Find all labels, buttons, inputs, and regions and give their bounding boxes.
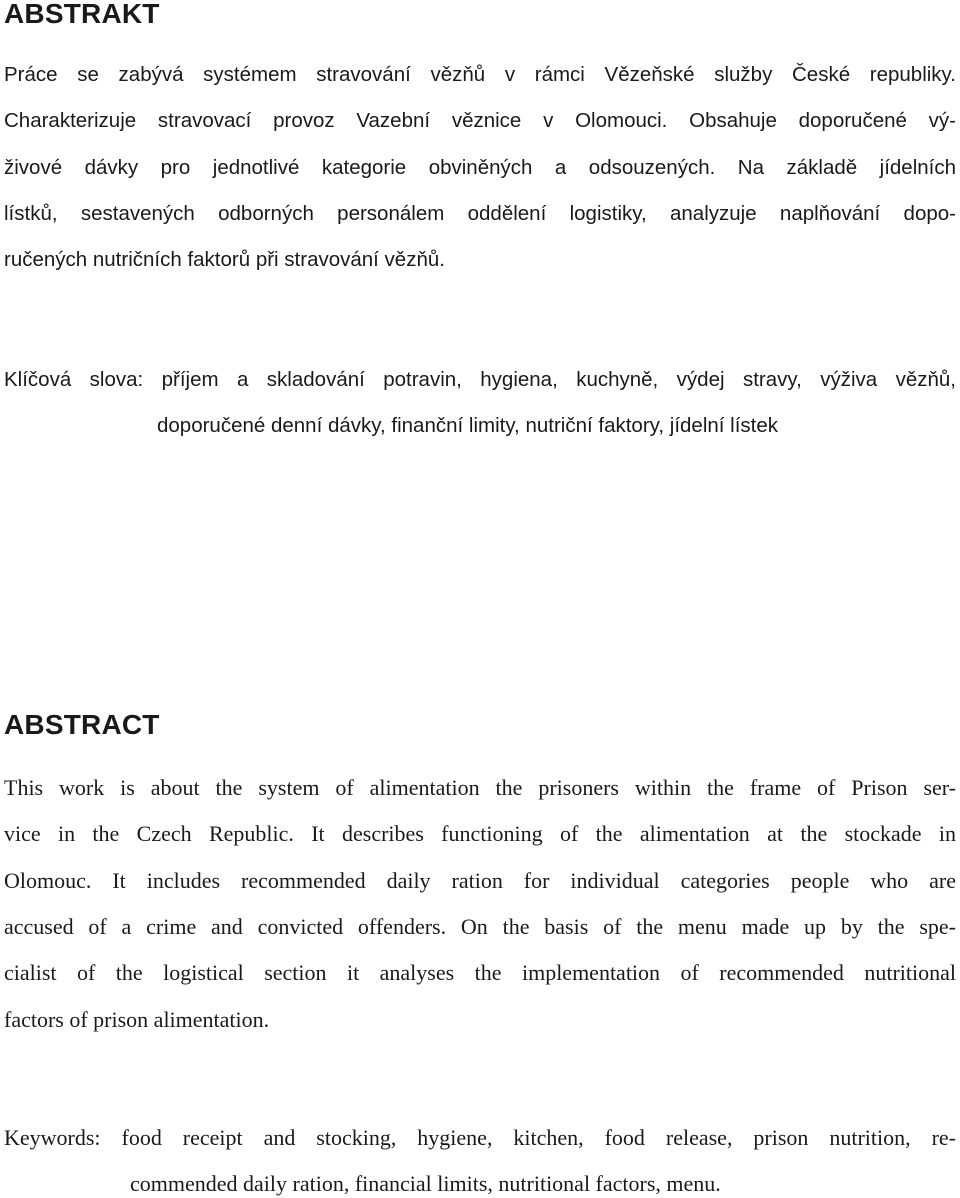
english-paragraph-line-6: factors of prison alimentation.	[4, 1007, 270, 1032]
english-paragraph-line-5: cialist of the logistical section it analyses the implementation of recommended nutritional	[4, 960, 956, 985]
english-heading: ABSTRACT	[4, 709, 160, 740]
english-paragraph-line-1: This work is about the system of alimentation the prisoners within the frame of Prison ser-	[4, 775, 956, 800]
english-keywords-line-1: Keywords: food receipt and stocking, hygiene, kitchen, food release, prison nutrition, re-	[4, 1125, 956, 1150]
english-paragraph-line-4: accused of a crime and convicted offenders. On the basis of the menu made up by the spe-	[4, 914, 956, 939]
czech-keywords-line-2: doporučené denní dávky, finanční limity, nutriční faktory, jídelní lístek	[157, 414, 779, 437]
czech-paragraph-line-4: lístků, sestavených odborných personálem oddělení logistiky, analyzuje naplňování dopo-	[4, 202, 956, 225]
czech-paragraph-line-1: Práce se zabývá systémem stravování vězňů v rámci Vězeňské služby České republiky.	[4, 63, 956, 86]
english-paragraph-line-2: vice in the Czech Republic. It describes functioning of the alimentation at the stockade in	[4, 821, 956, 846]
czech-paragraph-line-5: ručených nutričních faktorů při stravování vězňů.	[4, 248, 445, 271]
english-paragraph-line-3: Olomouc. It includes recommended daily ration for individual categories people who are	[4, 868, 956, 893]
czech-paragraph-line-2: Charakterizuje stravovací provoz Vazební věznice v Olomouci. Obsahuje doporučené vý-	[4, 109, 956, 132]
czech-keywords-line-1: Klíčová slova: příjem a skladování potravin, hygiena, kuchyně, výdej stravy, výživa vězňů,	[4, 368, 956, 391]
czech-paragraph-line-3: živové dávky pro jednotlivé kategorie obviněných a odsouzených. Na základě jídelních	[4, 156, 956, 179]
czech-heading: ABSTRAKT	[4, 0, 160, 29]
english-keywords-line-2: commended daily ration, financial limits, nutritional factors, menu.	[130, 1171, 721, 1196]
